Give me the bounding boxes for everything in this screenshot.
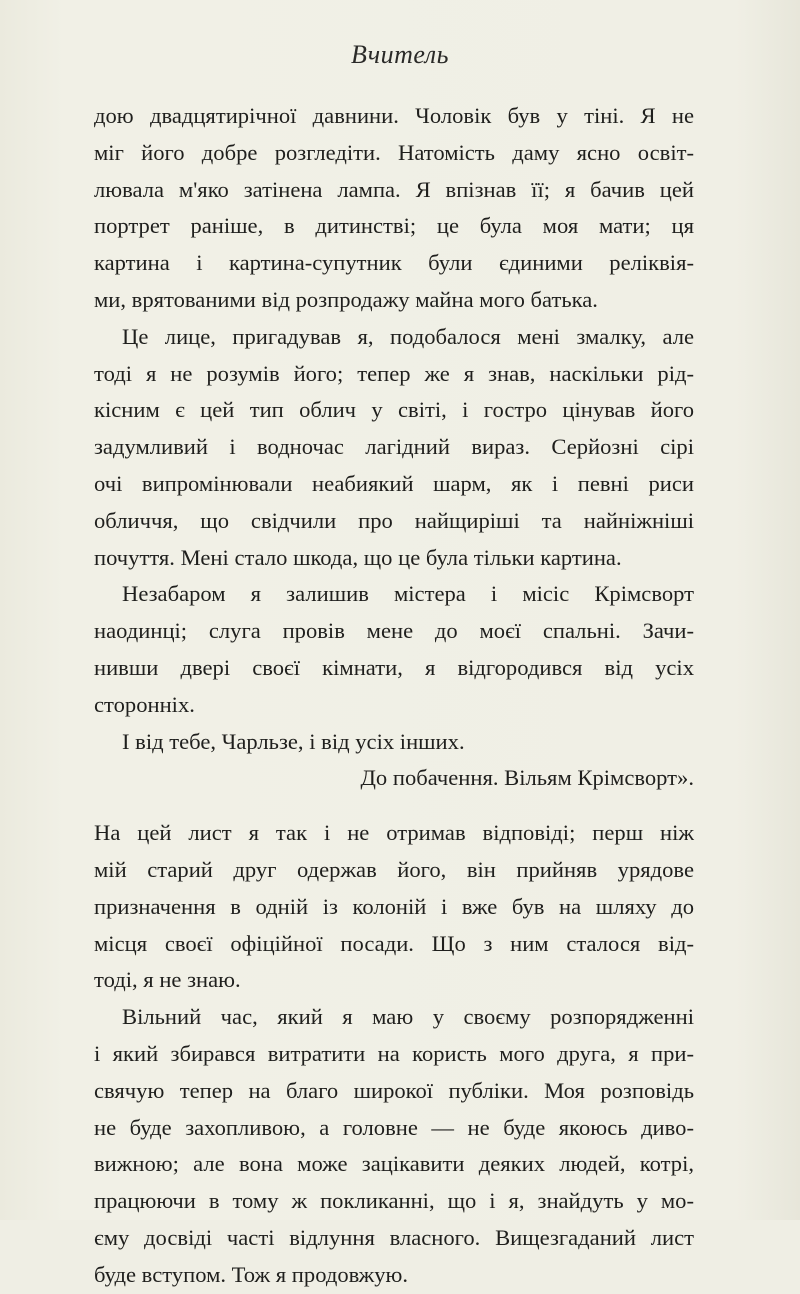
text-line: очі випромінювали неабиякий шарм, як і певні риси: [94, 470, 694, 496]
text-line: наодинці; слуга провів мене до моєї спальні. Зачи-: [94, 618, 694, 644]
text-line: не буде захопливою, а головне — не буде якоюсь диво-: [94, 1114, 694, 1140]
text-line: міг його добре розгледіти. Натомість даму ясно освіт-: [94, 139, 694, 165]
text-line: тоді, я не знаю.: [94, 967, 241, 993]
text-line: Вільний час, який я маю у своєму розпорядженні: [122, 1004, 694, 1030]
text-line: ми, врятованими від розпродажу майна мого батька.: [94, 286, 598, 312]
running-title: Вчитель: [351, 40, 449, 69]
body-text: [94, 98, 694, 1294]
text-line: вижною; але вона може зацікавити деяких людей, котрі,: [94, 1151, 694, 1177]
text-line: картина і картина-супутник були єдиними реліквія-: [94, 250, 694, 276]
text-line: єму досвіді часті відлуння власного. Вищезгаданий лист: [94, 1224, 694, 1250]
text-line: буде вступом. Тож я продовжую.: [94, 1261, 409, 1287]
text-line: дою двадцятирічної давнини. Чоловік був у тіні. Я не: [94, 103, 694, 128]
text-line: свячую тепер на благо широкої публіки. Моя розповідь: [94, 1077, 694, 1103]
text-line: портрет раніше, в дитинстві; це була моя мати; ця: [94, 213, 694, 239]
text-line: Незабаром я залишив містера і місіс Крімсворт: [122, 581, 694, 607]
text-line: місця своєї офіційної посади. Що з ним сталося від-: [94, 930, 694, 956]
text-line: почуття. Мені стало шкода, що це була тільки картина.: [94, 544, 622, 570]
letter-signature: До побачення. Вільям Крімсворт».: [360, 765, 694, 791]
text-line: лювала м'яко затінена лампа. Я впізнав її; я бачив цей: [94, 176, 694, 202]
text-line: Це лице, пригадував я, подобалося мені змалку, але: [122, 323, 694, 349]
text-line: кісним є цей тип облич у світі, і гостро цінував його: [94, 397, 694, 423]
text-line: призначення в одній із колоній і вже був на шляху до: [94, 893, 694, 919]
text-line: працюючи в тому ж покликанні, що і я, знайдуть у мо-: [94, 1188, 694, 1214]
text-line: обличчя, що свідчили про найщиріші та найніжніші: [94, 507, 694, 533]
text-line: задумливий і водночас лагідний вираз. Серйозні сірі: [94, 434, 694, 460]
text-line: На цей лист я так і не отримав відповіді; перш ніж: [94, 820, 694, 846]
section-break: [94, 797, 694, 815]
text-line: і який збирався витратити на користь мого друга, я при-: [94, 1040, 694, 1066]
text-line: мій старий друг одержав його, він прийняв урядове: [94, 856, 694, 882]
text-line: нивши двері своєї кімнати, я відгородився від усіх: [94, 654, 694, 680]
text-line: І від тебе, Чарльзе, і від усіх інших.: [122, 728, 465, 754]
text-line: сторонніх.: [94, 691, 195, 717]
text-line: тоді я не розумів його; тепер же я знав, наскільки рід-: [94, 360, 694, 386]
